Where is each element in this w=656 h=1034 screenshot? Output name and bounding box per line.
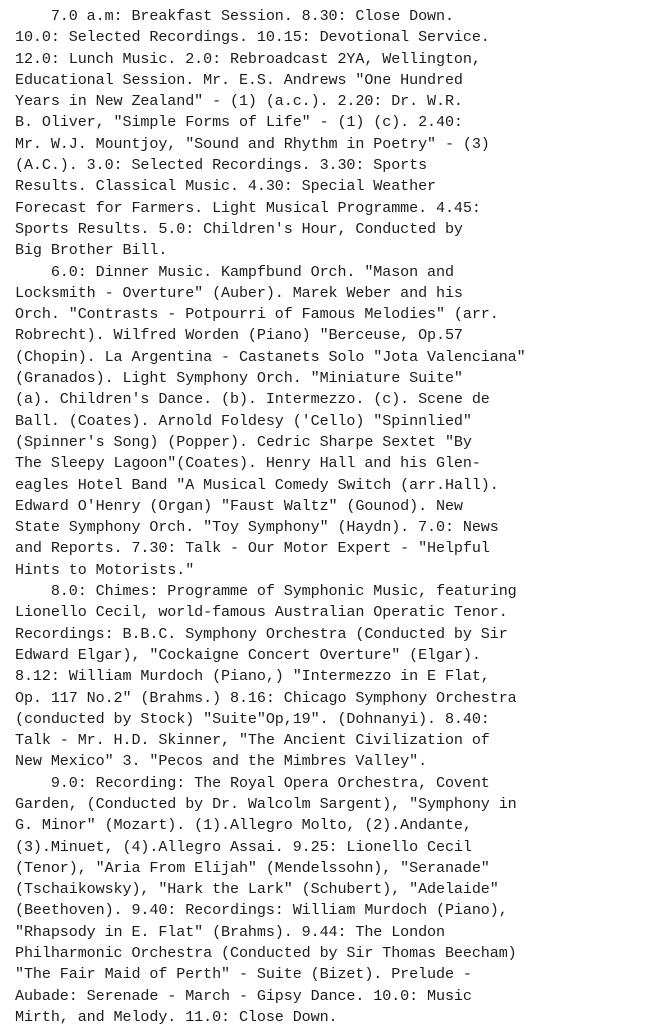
text-line: (Beethoven). 9.40: Recordings: William Murdoch (Piano), xyxy=(15,901,508,920)
text-line: "Rhapsody in E. Flat" (Brahms). 9.44: The London xyxy=(15,922,445,941)
text-line: Ball. (Coates). Arnold Foldesy ('Cello) "Spinnlied" xyxy=(15,411,472,430)
text-line: Orch. "Contrasts - Potpourri of Famous Melodies" (arr. xyxy=(15,305,499,324)
text-line: (Granados). Light Symphony Orch. "Miniature Suite" xyxy=(15,369,463,388)
text-line: (Chopin). La Argentina - Castanets Solo "Jota Valenciana" xyxy=(15,347,526,366)
text-line: Locksmith - Overture" (Auber). Marek Weber and his xyxy=(15,283,463,302)
text-line: State Symphony Orch. "Toy Symphony" (Haydn). 7.0: News xyxy=(15,518,499,537)
text-line: Edward O'Henry (Organ) "Faust Waltz" (Gounod). New xyxy=(15,496,463,515)
text-line: Philharmonic Orchestra (Conducted by Sir Thomas Beecham) xyxy=(15,944,517,963)
text-line: (Tenor), "Aria From Elijah" (Mendelssohn), "Seranade" xyxy=(15,858,490,877)
text-line: Robrecht). Wilfred Worden (Piano) "Berceuse, Op.57 xyxy=(15,326,463,345)
text-line: 7.0 a.m: Breakfast Session. 8.30: Close Down. xyxy=(15,7,454,25)
text-line: 10.0: Selected Recordings. 10.15: Devotional Service. xyxy=(15,28,490,47)
text-line: G. Minor" (Mozart). (1).Allegro Molto, (2).Andante, xyxy=(15,816,472,835)
text-line: (conducted by Stock) "Suite"Op,19". (Dohnanyi). 8.40: xyxy=(15,709,490,728)
text-line: and Reports. 7.30: Talk - Our Motor Expert - "Helpful xyxy=(15,539,490,558)
text-line: The Sleepy Lagoon"(Coates). Henry Hall and his Glen- xyxy=(15,454,481,473)
text-line: Aubade: Serenade - March - Gipsy Dance. 10.0: Music xyxy=(15,986,472,1005)
text-line: Educational Session. Mr. E.S. Andrews "One Hundred xyxy=(15,70,463,89)
text-line: B. Oliver, "Simple Forms of Life" - (1) (c). 2.40: xyxy=(15,113,463,132)
text-line: Recordings: B.B.C. Symphony Orchestra (Conducted by Sir xyxy=(15,624,508,643)
text-line: Forecast for Farmers. Light Musical Programme. 4.45: xyxy=(15,198,481,217)
text-line: (3).Minuet, (4).Allegro Assai. 9.25: Lionello Cecil xyxy=(15,837,472,856)
text-line: New Mexico" 3. "Pecos and the Mimbres Valley". xyxy=(15,752,428,771)
text-line: (Spinner's Song) (Popper). Cedric Sharpe Sextet "By xyxy=(15,432,472,451)
text-line: Big Brother Bill. xyxy=(15,241,168,260)
text-line: "The Fair Maid of Perth" - Suite (Bizet). Prelude - xyxy=(15,965,472,984)
text-line: 12.0: Lunch Music. 2.0: Rebroadcast 2YA, Wellington, xyxy=(15,49,481,68)
text-line: eagles Hotel Band "A Musical Comedy Switch (arr.Hall). xyxy=(15,475,499,494)
text-line: Years in New Zealand" - (1) (a.c.). 2.20: Dr. W.R. xyxy=(15,92,463,111)
text-line: Mirth, and Melody. 11.0: Close Down. xyxy=(15,1007,338,1026)
text-line: Edward Elgar), "Cockaigne Concert Overture" (Elgar). xyxy=(15,645,481,664)
text-line: (A.C.). 3.0: Selected Recordings. 3.30: Sports xyxy=(15,156,428,175)
text-line: 8.12: William Murdoch (Piano,) "Intermezzo in E Flat, xyxy=(15,667,490,686)
text-line: 8.0: Chimes: Programme of Symphonic Music, featuring xyxy=(15,582,517,601)
text-line: Results. Classical Music. 4.30: Special Weather xyxy=(15,177,437,196)
typed-programme-text xyxy=(15,6,645,1028)
text-line: Op. 117 No.2" (Brahms.) 8.16: Chicago Symphony Orchestra xyxy=(15,688,517,707)
text-line: Hints to Motorists." xyxy=(15,560,195,579)
text-line: Garden, (Conducted by Dr. Walcolm Sargent), "Symphony in xyxy=(15,794,517,813)
text-line: Sports Results. 5.0: Children's Hour, Conducted by xyxy=(15,219,463,238)
text-line: 6.0: Dinner Music. Kampfbund Orch. "Mason and xyxy=(15,262,454,281)
text-line: Lionello Cecil, world-famous Australian Operatic Tenor. xyxy=(15,603,508,622)
text-line: (Tschaikowsky), "Hark the Lark" (Schubert), "Adelaide" xyxy=(15,880,499,899)
text-line: 9.0: Recording: The Royal Opera Orchestra, Covent xyxy=(15,773,490,792)
text-line: (a). Children's Dance. (b). Intermezzo. (c). Scene de xyxy=(15,390,490,409)
text-line: Talk - Mr. H.D. Skinner, "The Ancient Civilization of xyxy=(15,731,490,750)
text-line: Mr. W.J. Mountjoy, "Sound and Rhythm in Poetry" - (3) xyxy=(15,134,490,153)
